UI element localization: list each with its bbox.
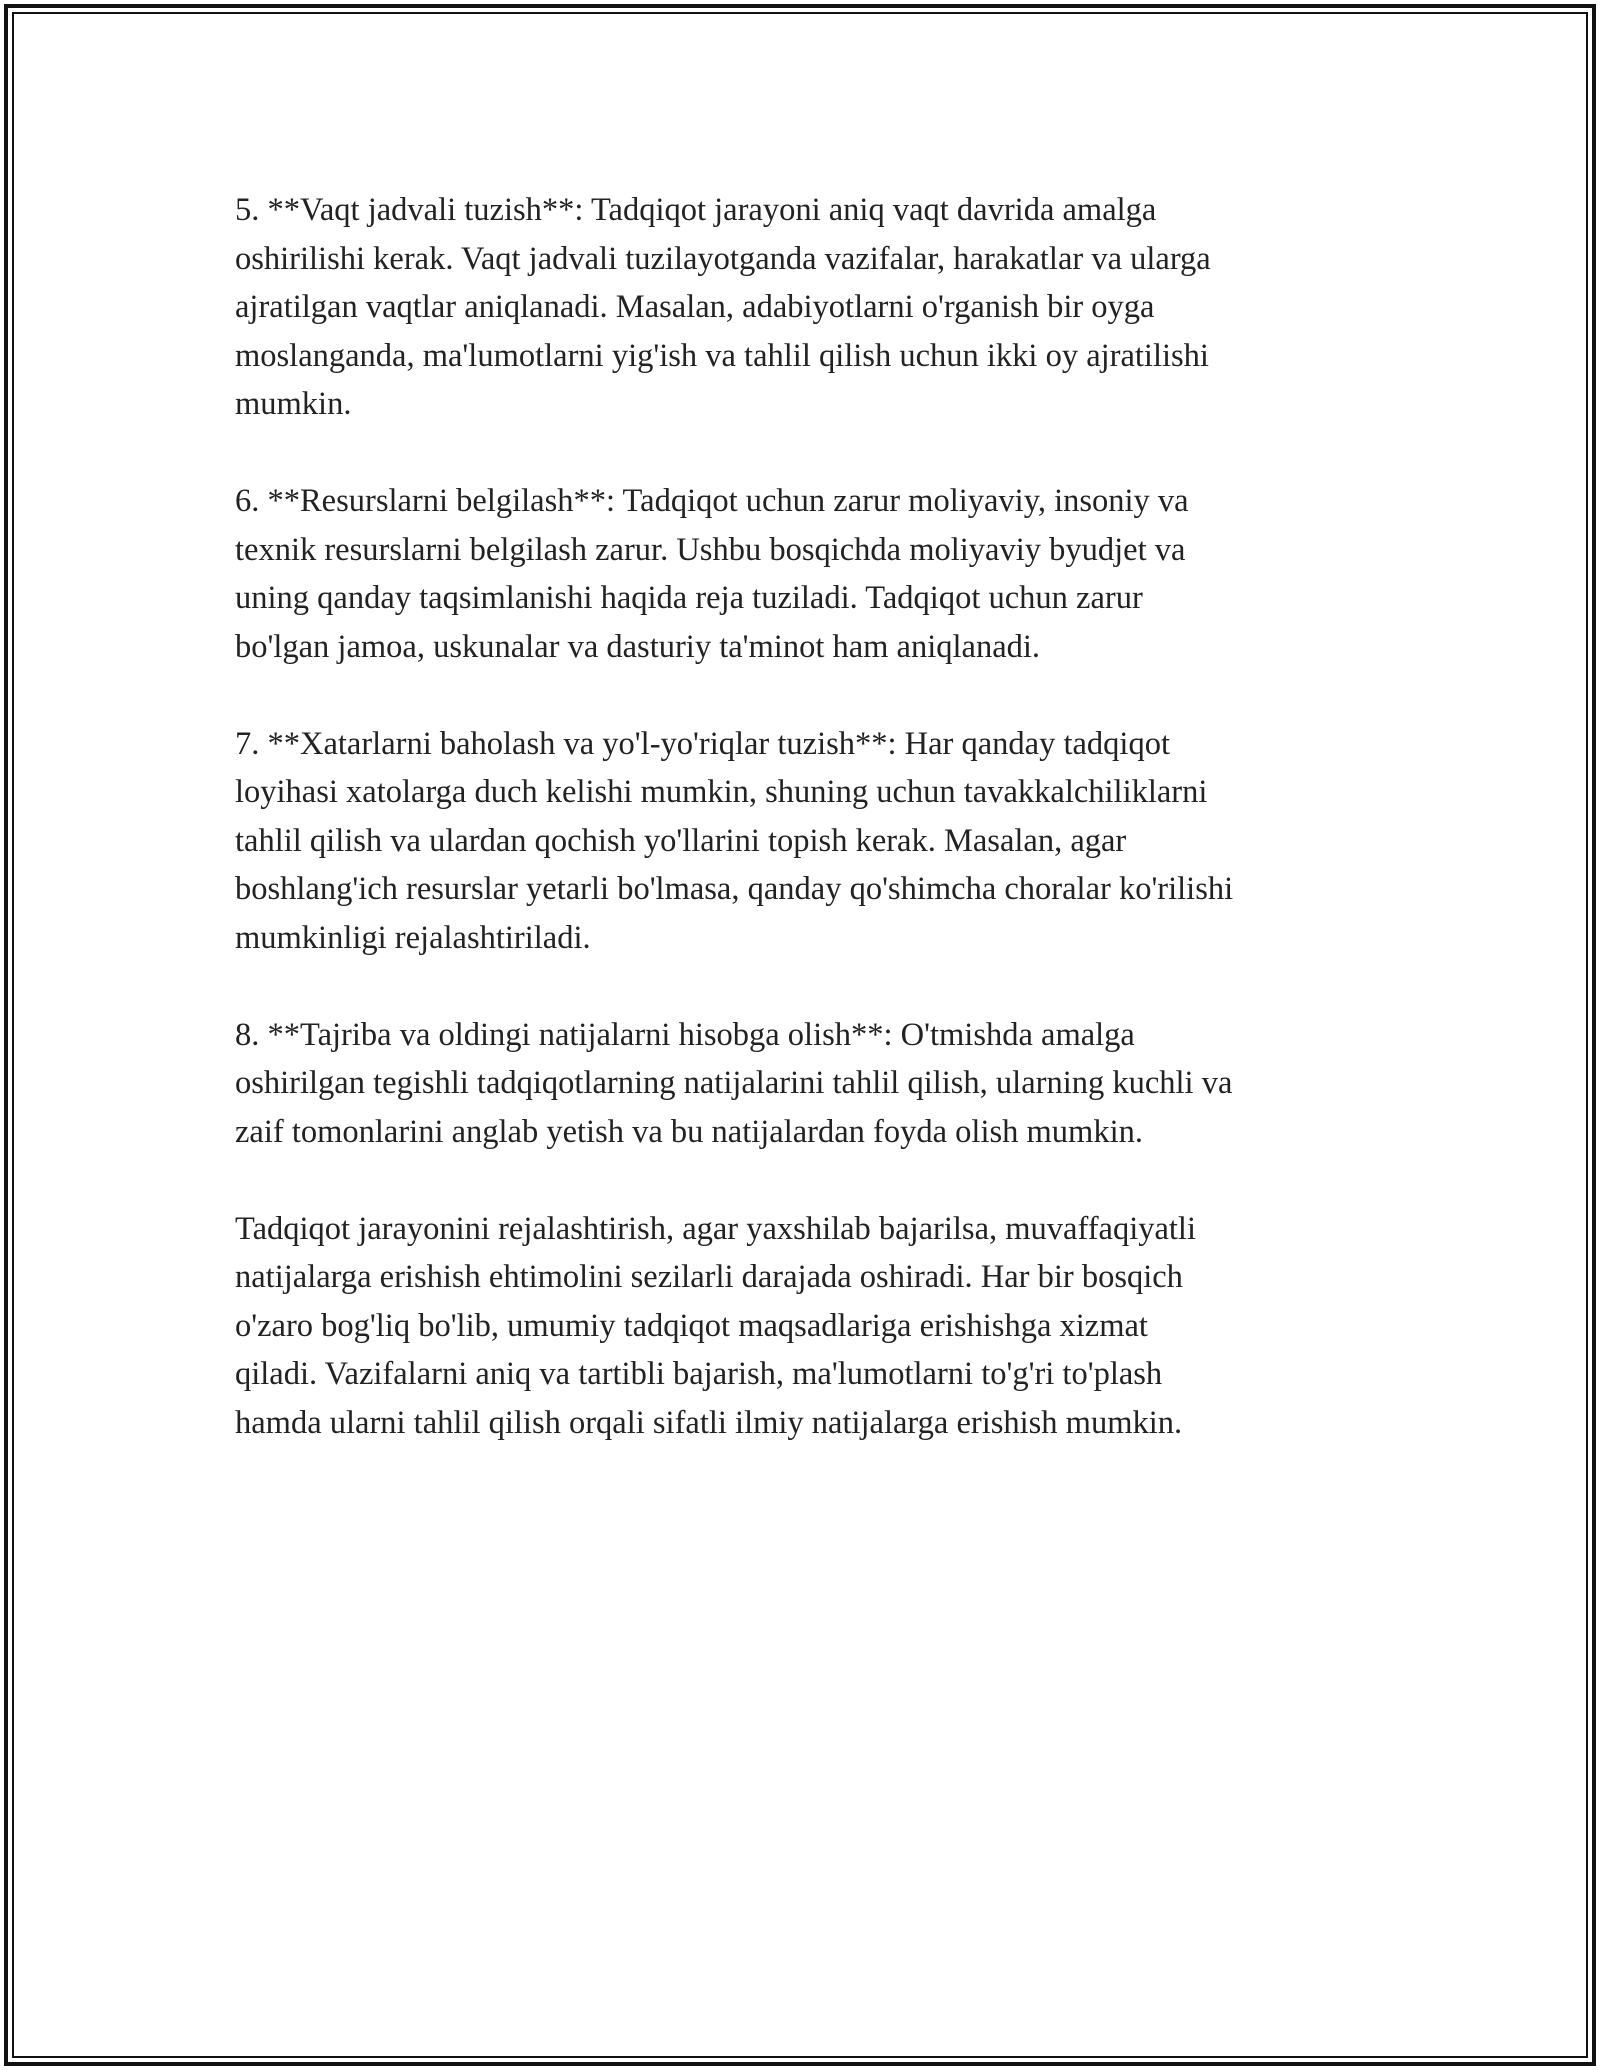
paragraph-step-6 bbox=[235, 477, 1385, 671]
text-line: 6. **Resurslarni belgilash**: Tadqiqot uchun zarur moliyaviy, insoniy va bbox=[235, 483, 1189, 519]
text-line: 7. **Xatarlarni baholash va yo'l-yo'riqlar tuzish**: Har qanday tadqiqot bbox=[235, 725, 1170, 762]
text-line: zaif tomonlarini anglab yetish va bu natijalardan foyda olish mumkin. bbox=[235, 1113, 1143, 1150]
paragraph-step-7 bbox=[235, 720, 1385, 963]
text-line: bo'lgan jamoa, uskunalar va dasturiy ta'minot ham aniqlanadi. bbox=[235, 628, 1041, 665]
text-line: oshirilgan tegishli tadqiqotlarning natijalarini tahlil qilish, ularning kuchli va bbox=[235, 1065, 1233, 1101]
text-line: oshirilishi kerak. Vaqt jadvali tuzilayotganda vazifalar, harakatlar va ularga bbox=[235, 240, 1211, 277]
paragraph-step-5 bbox=[235, 186, 1385, 429]
text-line: texnik resurslarni belgilash zarur. Ushbu bosqichda moliyaviy byudjet va bbox=[235, 531, 1186, 568]
paragraph-step-8 bbox=[235, 1011, 1385, 1157]
paragraph-conclusion bbox=[235, 1205, 1385, 1448]
text-line: tahlil qilish va ulardan qochish yo'llarini topish kerak. Masalan, agar bbox=[235, 822, 1127, 859]
text-line: 8. **Tajriba va oldingi natijalarni hisobga olish**: O'tmishda amalga bbox=[235, 1016, 1135, 1053]
text-line: moslanganda, ma'lumotlarni yig'ish va tahlil qilish uchun ikki oy ajratilishi bbox=[235, 337, 1209, 374]
text-line: ajratilgan vaqtlar aniqlanadi. Masalan, adabiyotlarni o'rganish bir oyga bbox=[235, 289, 1155, 325]
text-line: qiladi. Vazifalarni aniq va tartibli bajarish, ma'lumotlarni to'g'ri to'plash bbox=[235, 1356, 1163, 1392]
text-line: loyihasi xatolarga duch kelishi mumkin, shuning uchun tavakkalchiliklarni bbox=[235, 774, 1208, 810]
text-line: mumkin. bbox=[235, 386, 352, 422]
document-body bbox=[235, 186, 1385, 1496]
text-line: natijalarga erishish ehtimolini sezilarli darajada oshiradi. Har bir bosqich bbox=[235, 1259, 1183, 1295]
text-line: hamda ularni tahlil qilish orqali sifatli ilmiy natijalarga erishish mumkin. bbox=[235, 1404, 1183, 1441]
text-line: boshlang'ich resurslar yetarli bo'lmasa, qanday qo'shimcha choralar ko'rilishi bbox=[235, 871, 1234, 907]
text-line: mumkinligi rejalashtiriladi. bbox=[235, 919, 591, 956]
text-line: 5. **Vaqt jadvali tuzish**: Tadqiqot jarayoni aniq vaqt davrida amalga bbox=[235, 192, 1157, 228]
text-line: o'zaro bog'liq bo'lib, umumiy tadqiqot maqsadlariga erishishga xizmat bbox=[235, 1307, 1148, 1344]
text-line: Tadqiqot jarayonini rejalashtirish, agar yaxshilab bajarilsa, muvaffaqiyatli bbox=[235, 1210, 1196, 1247]
text-line: uning qanday taqsimlanishi haqida reja tuziladi. Tadqiqot uchun zarur bbox=[235, 580, 1143, 616]
